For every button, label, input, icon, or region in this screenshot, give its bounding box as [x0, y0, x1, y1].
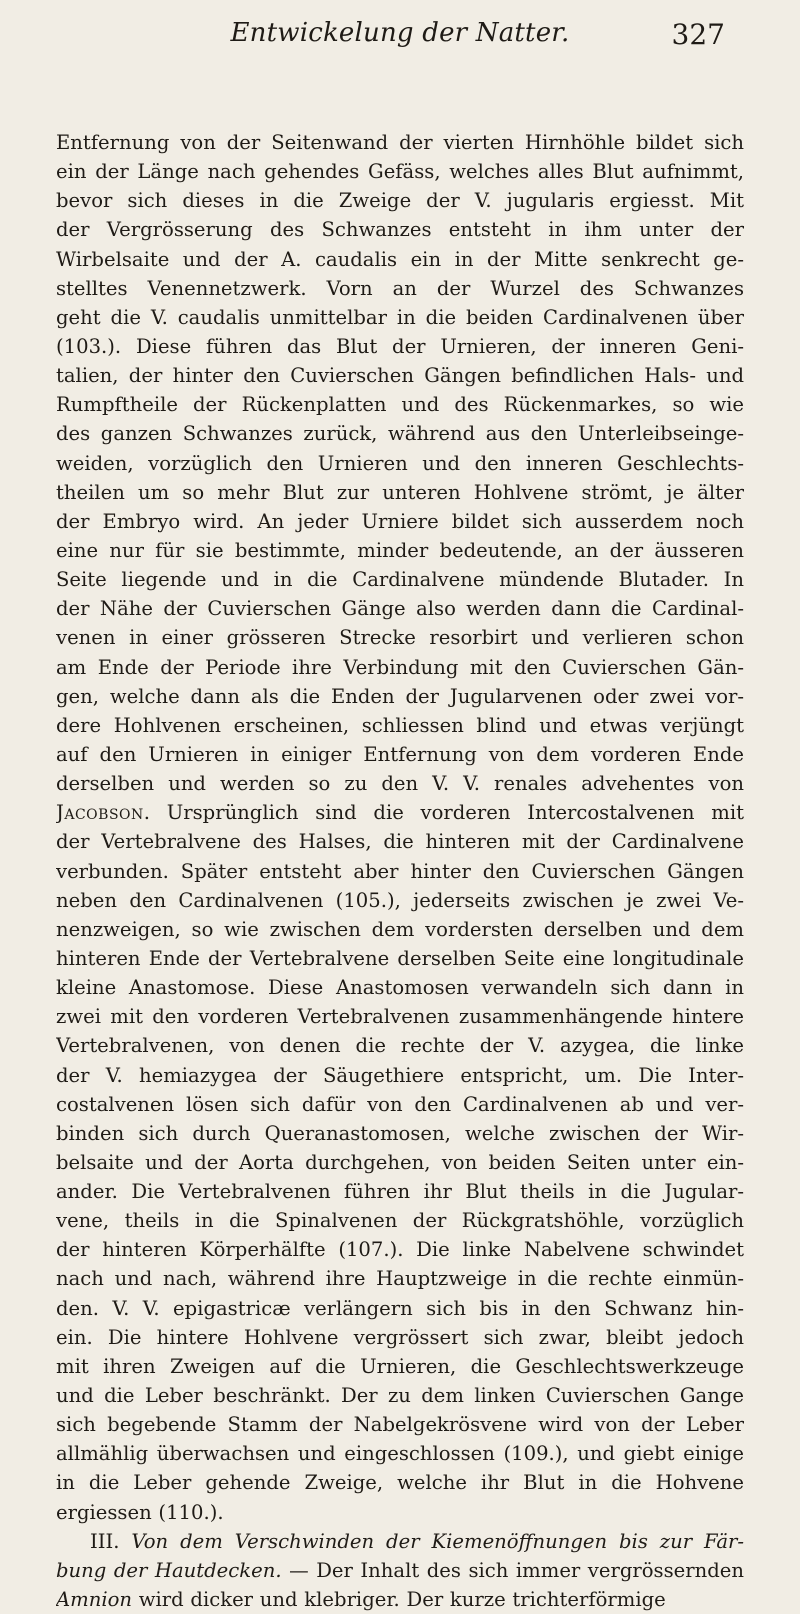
text-line: theilen um so mehr Blut zur unteren Hohlvene strömt, je älter — [56, 480, 744, 504]
text-line: vene, theils in die Spinalvenen der Rückgratshöhle, vorzüglich — [56, 1209, 744, 1233]
text-line: kleine Anastomose. Diese Anastomosen verwandeln sich dann in — [56, 976, 744, 1000]
text-line: geht die V. caudalis unmittelbar in die beiden Cardinalvenen über — [56, 305, 744, 329]
text-line: der hinteren Körperhälfte (107.). Die linke Nabelvene schwindet — [56, 1238, 744, 1262]
text-line: belsaite und der Aorta durchgehen, von beiden Seiten unter ein- — [56, 1150, 744, 1174]
text-line: Rumpftheile der Rückenplatten und des Rückenmarkes, so wie — [56, 393, 744, 417]
text-line: gen, welche dann als die Enden der Jugularvenen oder zwei vor- — [56, 684, 744, 708]
text-line: binden sich durch Queranastomosen, welche zwischen der Wir- — [56, 1121, 744, 1145]
author-name: Jacobson — [56, 801, 144, 825]
section-heading: Von dem Verschwinden der Kiemenöffnungen bis zur Fär- — [131, 1529, 744, 1553]
text-line: ergiessen (110.). — [56, 1500, 224, 1524]
text-line: Vertebralvenen, von denen die rechte der V. azygea, die linke — [56, 1034, 744, 1058]
text-line: derselben und werden so zu den V. V. renales advehentes von — [56, 772, 744, 796]
text-line: costalvenen lösen sich dafür von den Cardinalvenen ab und ver- — [56, 1092, 744, 1116]
text-line: eine nur für sie bestimmte, minder bedeutende, an der äusseren — [56, 538, 744, 562]
text-line: Amnion wird dicker und klebriger. Der kurze trichterförmige — [56, 1588, 666, 1612]
text-line: bung der Hautdecken. — Der Inhalt des sich immer vergrössernden — [56, 1558, 744, 1582]
text-line: allmählig überwachsen und eingeschlossen (109.), und giebt einige — [56, 1442, 744, 1466]
text-line: ein der Länge nach gehendes Gefäss, welches alles Blut aufnimmt, — [56, 160, 744, 184]
running-title: Entwickelung der Natter. — [230, 18, 570, 48]
text-line: hinteren Ende der Vertebralvene derselben Seite eine longitudinale — [56, 946, 744, 970]
text-line: neben den Cardinalvenen (105.), jederseits zwischen je zwei Ve- — [56, 888, 744, 912]
text-line: auf den Urnieren in einiger Entfernung von dem vorderen Ende — [56, 742, 744, 766]
text-line: talien, der hinter den Cuvierschen Gängen befindlichen Hals- und — [56, 364, 744, 388]
text-line: dere Hohlvenen erscheinen, schliessen blind und etwas verjüngt — [56, 713, 744, 737]
text-line: bevor sich dieses in die Zweige der V. jugularis ergiesst. Mit — [56, 189, 744, 213]
text-line: nenzweigen, so wie zwischen dem vordersten derselben und dem — [56, 917, 744, 941]
text-line: des ganzen Schwanzes zurück, während aus den Unterleibseinge- — [56, 422, 744, 446]
text-line: Wirbelsaite und der A. caudalis ein in der Mitte senkrecht ge- — [56, 247, 744, 271]
text-line: weiden, vorzüglich den Urnieren und den inneren Geschlechts- — [56, 451, 744, 475]
text-line: in die Leber gehende Zweige, welche ihr Blut in die Hohvene — [56, 1471, 744, 1495]
page-header — [0, 18, 800, 74]
text-line: der Vergrösserung des Schwanzes entsteht in ihm unter der — [56, 218, 744, 242]
amnion-term: Amnion — [56, 1588, 133, 1612]
text-line: ander. Die Vertebralvenen führen ihr Blut theils in die Jugular- — [56, 1180, 744, 1204]
text-line: sich begebende Stamm der Nabelgekrösvene wird von der Leber — [56, 1413, 744, 1437]
text-line: stelltes Venennetzwerk. Vorn an der Wurzel des Schwanzes — [56, 276, 744, 300]
section-numeral: III. — [90, 1529, 120, 1553]
text-line: venen in einer grösseren Strecke resorbirt und verlieren schon — [56, 626, 744, 650]
section-heading-line — [56, 1527, 744, 1556]
text-line: der V. hemiazygea der Säugethiere entspricht, um. Die Inter- — [56, 1063, 744, 1087]
text-line: Jacobson. Ursprünglich sind die vorderen Intercostalvenen mit — [56, 801, 744, 825]
text-line: den. V. V. epigastricæ verlängern sich bis in den Schwanz hin- — [56, 1296, 744, 1320]
text-line: der Vertebralvene des Halses, die hinteren mit der Cardinalvene — [56, 830, 744, 854]
text-line: Entfernung von der Seitenwand der vierten Hirnhöhle bildet sich — [56, 131, 744, 154]
section-heading-cont: bung der Hautdecken. — [56, 1558, 282, 1582]
text-line: nach und nach, während ihre Hauptzweige in die rechte einmün- — [56, 1267, 744, 1291]
text-line: Seite liegende und in die Cardinalvene mündende Blutader. In — [56, 568, 744, 592]
text-line: (103.). Diese führen das Blut der Urnieren, der inneren Geni- — [56, 334, 744, 358]
text-line: am Ende der Periode ihre Verbindung mit den Cuvierschen Gän- — [56, 655, 744, 679]
text-line: ein. Die hintere Hohlvene vergrössert sich zwar, bleibt jedoch — [56, 1325, 744, 1349]
text-line: der Embryo wird. An jeder Urniere bildet sich ausserdem noch — [56, 509, 744, 533]
text-line: mit ihren Zweigen auf die Urnieren, die Geschlechtswerkzeuge — [56, 1354, 744, 1378]
text-line: und die Leber beschränkt. Der zu dem linken Cuvierschen Gange — [56, 1384, 744, 1408]
page-number: 327 — [671, 18, 725, 51]
text-line: der Nähe der Cuvierschen Gänge also werden dann die Cardinal- — [56, 597, 744, 621]
text-line: verbunden. Später entsteht aber hinter den Cuvierschen Gängen — [56, 859, 744, 883]
text-line: zwei mit den vorderen Vertebralvenen zusammenhängende hintere — [56, 1005, 744, 1029]
body-text — [56, 128, 744, 1614]
